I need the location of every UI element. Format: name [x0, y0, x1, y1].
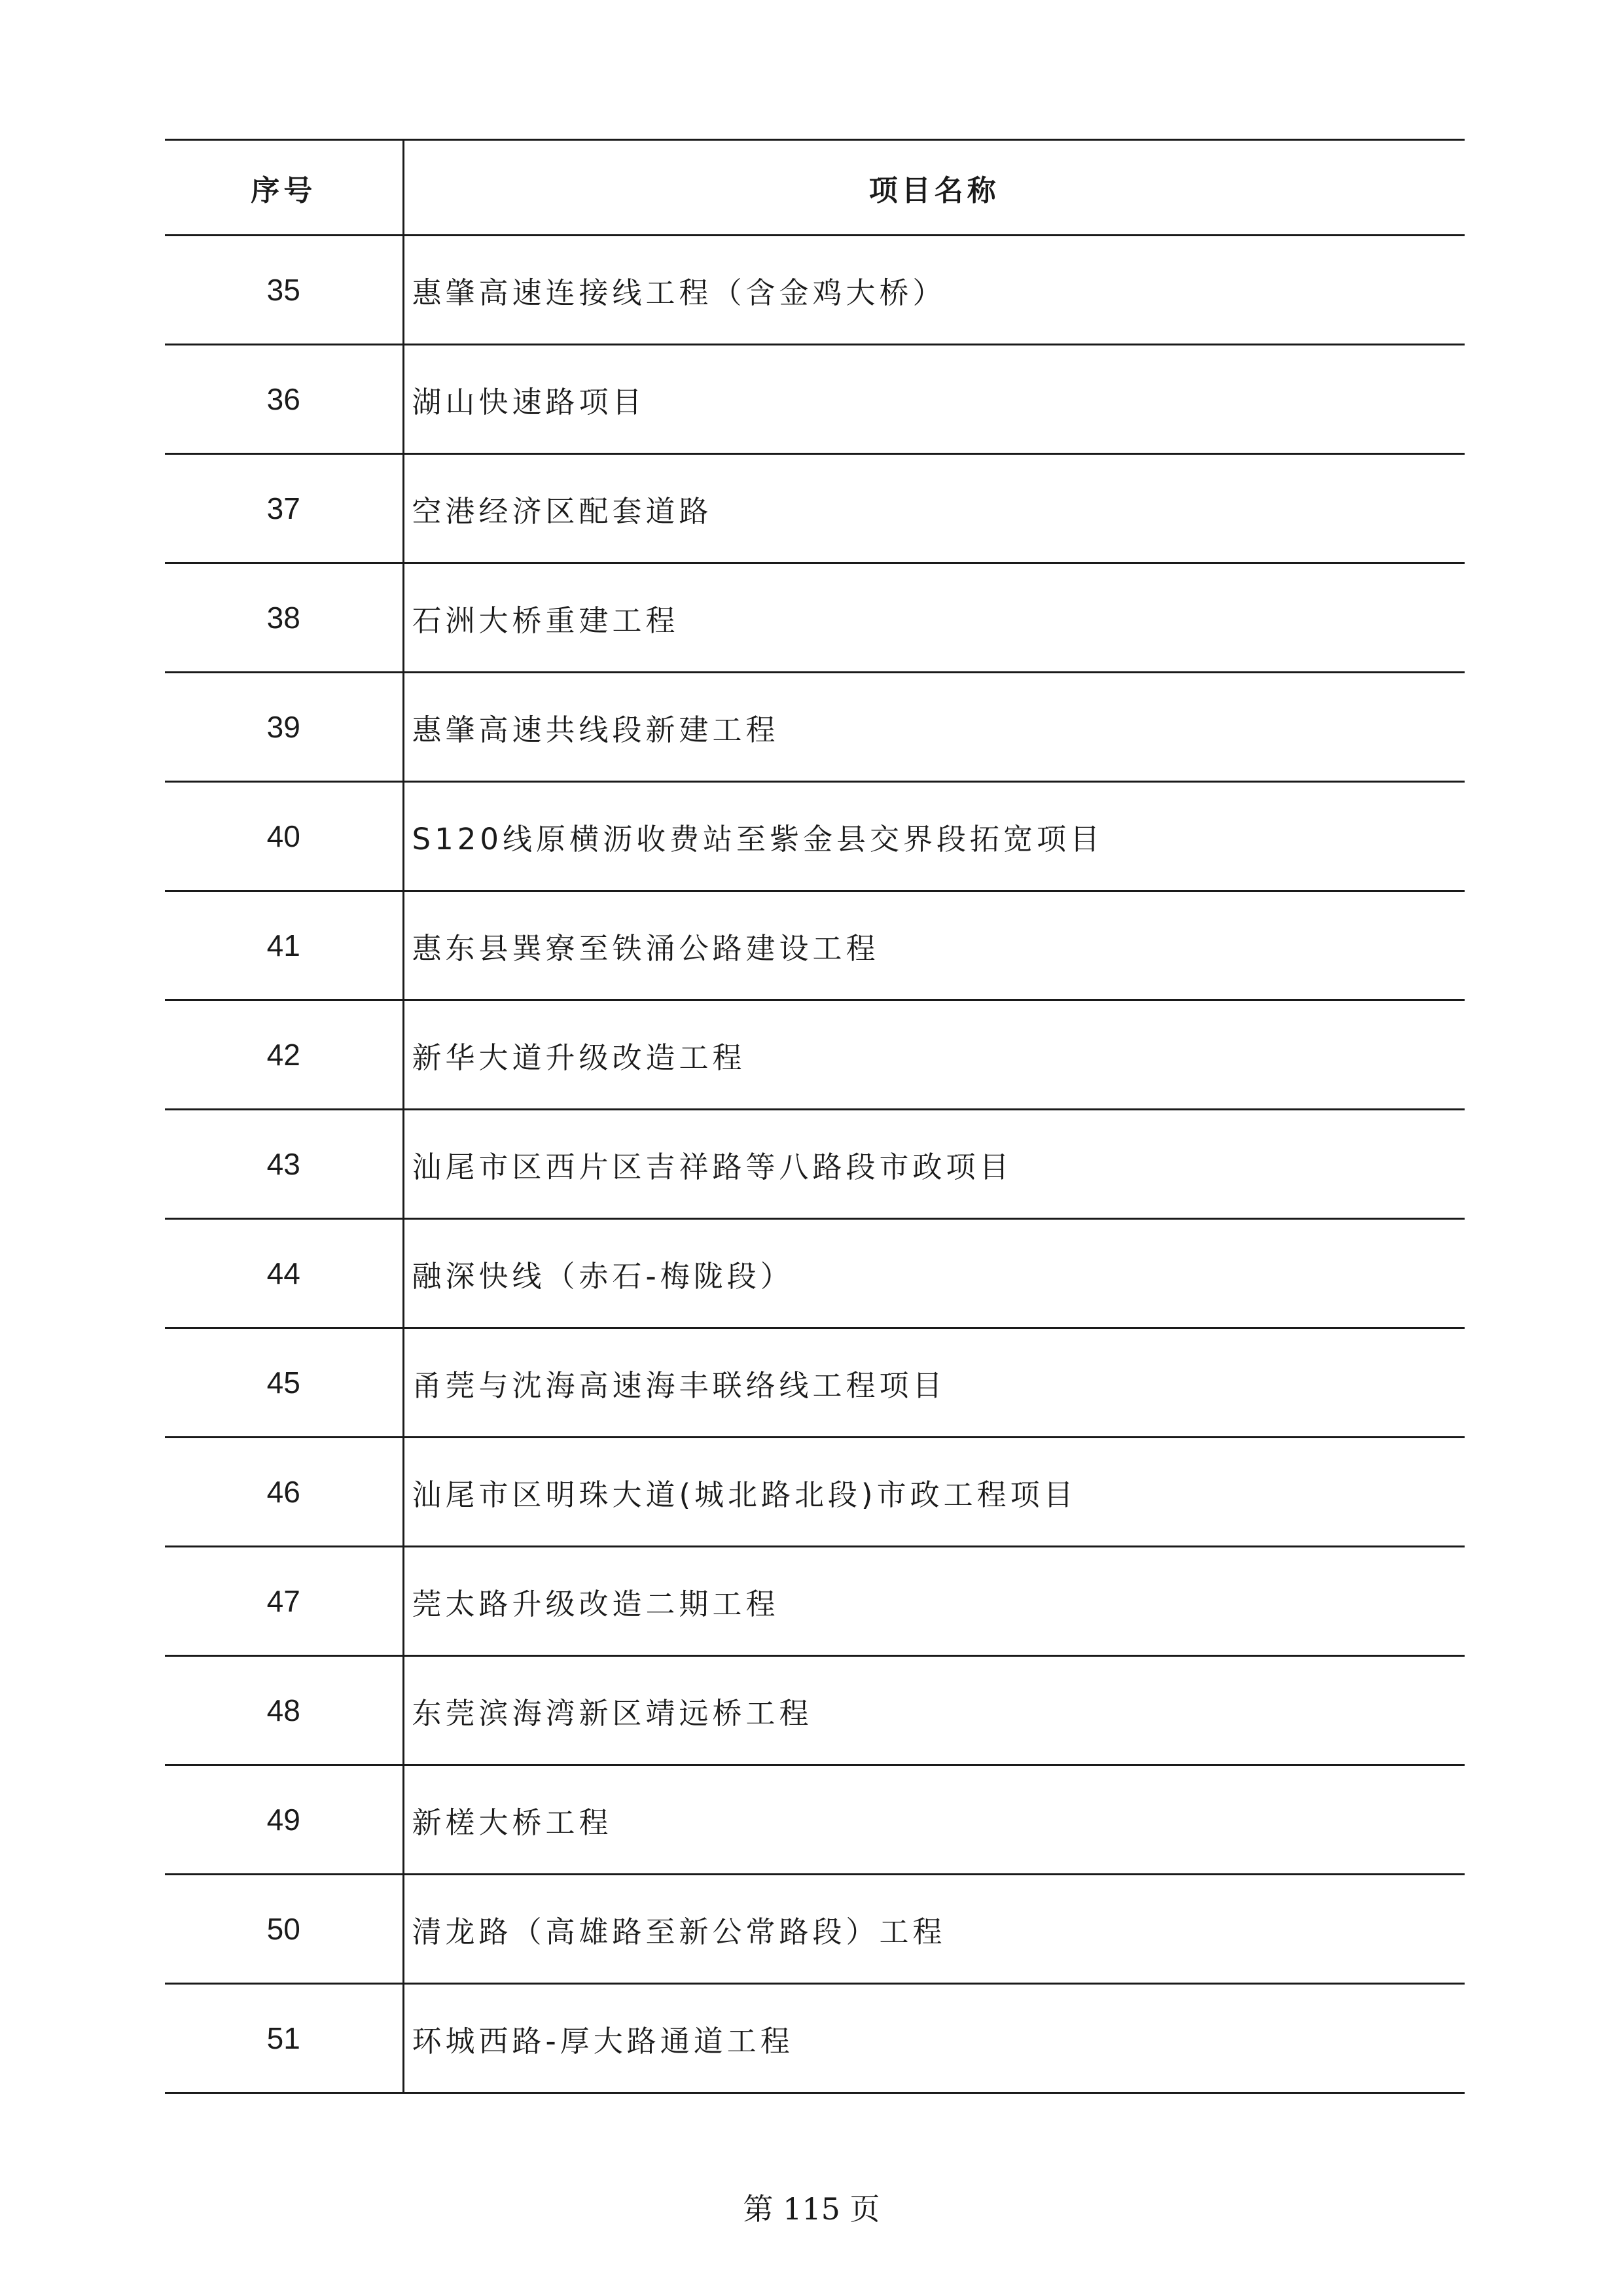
row-number: 35: [165, 236, 403, 345]
row-project-name: 空港经济区配套道路: [403, 454, 1465, 563]
table-row: [165, 563, 1465, 673]
table-row: [165, 1765, 1465, 1875]
table-row: [165, 1984, 1465, 2093]
table-row: [165, 1547, 1465, 1656]
row-number: 47: [165, 1547, 403, 1656]
row-number: 36: [165, 345, 403, 454]
row-project-name: 惠东县巽寮至铁涌公路建设工程: [403, 891, 1465, 1000]
row-project-name: 湖山快速路项目: [403, 345, 1465, 454]
row-number: 45: [165, 1328, 403, 1438]
page-number-footer: 第 115 页: [743, 2191, 880, 2227]
table-row: [165, 1875, 1465, 1984]
row-project-name: 新槎大桥工程: [403, 1765, 1465, 1875]
row-number: 39: [165, 673, 403, 782]
row-number: 42: [165, 1000, 403, 1110]
table-row: [165, 1110, 1465, 1219]
table-row: [165, 891, 1465, 1000]
row-project-name: 石洲大桥重建工程: [403, 563, 1465, 673]
row-number: 41: [165, 891, 403, 1000]
row-project-name: 惠肇高速连接线工程（含金鸡大桥）: [403, 236, 1465, 345]
row-number: 44: [165, 1219, 403, 1328]
row-project-name: 莞太路升级改造二期工程: [403, 1547, 1465, 1656]
table-row: [165, 782, 1465, 891]
table-row: [165, 345, 1465, 454]
row-number: 50: [165, 1875, 403, 1984]
row-project-name: 汕尾市区西片区吉祥路等八路段市政项目: [403, 1110, 1465, 1219]
row-number: 40: [165, 782, 403, 891]
row-project-name: 东莞滨海湾新区靖远桥工程: [403, 1656, 1465, 1765]
table-row: [165, 454, 1465, 563]
project-table: [165, 139, 1465, 2094]
table-row: [165, 236, 1465, 345]
table-header-row: [165, 140, 1465, 236]
table-body: [165, 236, 1465, 2093]
row-number: 37: [165, 454, 403, 563]
table-row: [165, 673, 1465, 782]
table-row: [165, 1656, 1465, 1765]
row-project-name: 甬莞与沈海高速海丰联络线工程项目: [403, 1328, 1465, 1438]
header-project-name: 项目名称: [403, 140, 1465, 236]
row-number: 48: [165, 1656, 403, 1765]
table-row: [165, 1438, 1465, 1547]
table-row: [165, 1000, 1465, 1110]
row-project-name: 汕尾市区明珠大道(城北路北段)市政工程项目: [403, 1438, 1465, 1547]
row-number: 43: [165, 1110, 403, 1219]
table-row: [165, 1219, 1465, 1328]
row-number: 49: [165, 1765, 403, 1875]
row-project-name: 清龙路（高雄路至新公常路段）工程: [403, 1875, 1465, 1984]
row-project-name: 新华大道升级改造工程: [403, 1000, 1465, 1110]
row-number: 51: [165, 1984, 403, 2093]
table-row: [165, 1328, 1465, 1438]
row-project-name: 融深快线（赤石-梅陇段）: [403, 1219, 1465, 1328]
row-number: 46: [165, 1438, 403, 1547]
header-number: 序号: [165, 140, 403, 236]
row-project-name: 环城西路-厚大路通道工程: [403, 1984, 1465, 2093]
row-project-name: 惠肇高速共线段新建工程: [403, 673, 1465, 782]
row-project-name: S120线原横沥收费站至紫金县交界段拓宽项目: [403, 782, 1465, 891]
row-number: 38: [165, 563, 403, 673]
